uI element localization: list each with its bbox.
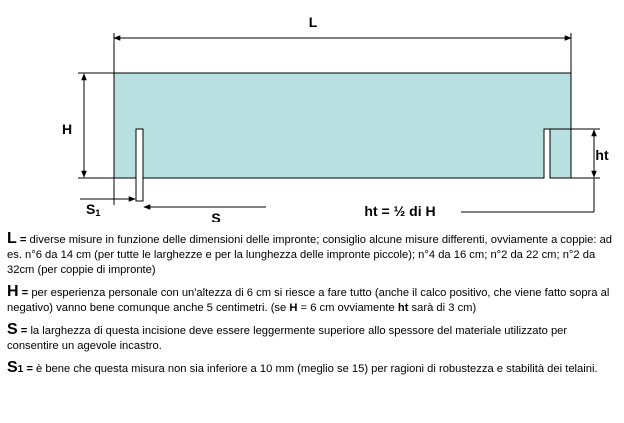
- note-s: [7, 322, 619, 354]
- note-s1-eq: =: [26, 363, 33, 375]
- notes-section: [7, 231, 619, 383]
- note-h-key: H: [7, 283, 19, 300]
- label-s: S: [211, 210, 221, 222]
- label-s1: S1: [86, 201, 101, 218]
- label-ht: ht: [595, 147, 609, 163]
- note-s1-key: S: [7, 359, 18, 376]
- note-h-bold-ht: ht: [397, 302, 409, 314]
- note-h-text-middle: = 6 cm ovviamente: [297, 302, 398, 314]
- note-h-text-after: sarà di 3 cm): [408, 302, 477, 314]
- notch-s: [136, 129, 143, 201]
- note-s1-key-sub: 1: [17, 364, 24, 375]
- label-l: L: [308, 14, 318, 30]
- note-s1-text: è bene che questa misura non sia inferiore a 10 mm (meglio se 15) per ragioni di robustezza e stabilità dei telaini.: [36, 363, 598, 375]
- note-l-eq: =: [19, 234, 27, 246]
- note-s-eq: =: [20, 325, 28, 337]
- note-h-text-before: per esperienza personale con un'altezza di 6 cm si riesce a fare tutto (anche il calco positivo, che viene fatto sopra al negativo) vanno bene comunque anche 5 centimetri. (se: [7, 287, 610, 314]
- note-l-key: L: [7, 230, 17, 247]
- note-l-text: diverse misure in funzione delle dimensioni delle impronte; consiglio alcune misure differenti, ovviamente a coppie: ad es. n°6 da 14 cm (per tutte le larghezze e per la lunghezza delle impronte piccole); n°4 da 16 cm; n°2 da 22 cm; n°2 da 32cm (per coppie di impronte): [7, 234, 613, 276]
- note-h-eq: =: [21, 287, 29, 299]
- note-h: [7, 284, 619, 316]
- note-s-key: S: [7, 321, 18, 338]
- note-h-bold-h: H: [289, 302, 298, 314]
- board-shape: [114, 73, 571, 178]
- note-s-text: la larghezza di questa incisione deve essere leggermente superiore allo spessore del materiale utilizzato per consentire un agevole incastro.: [7, 325, 568, 352]
- note-s1: [7, 360, 619, 377]
- label-h: H: [61, 121, 73, 137]
- note-l: [7, 231, 619, 278]
- formula-ht: ht = ½ di H: [364, 203, 436, 219]
